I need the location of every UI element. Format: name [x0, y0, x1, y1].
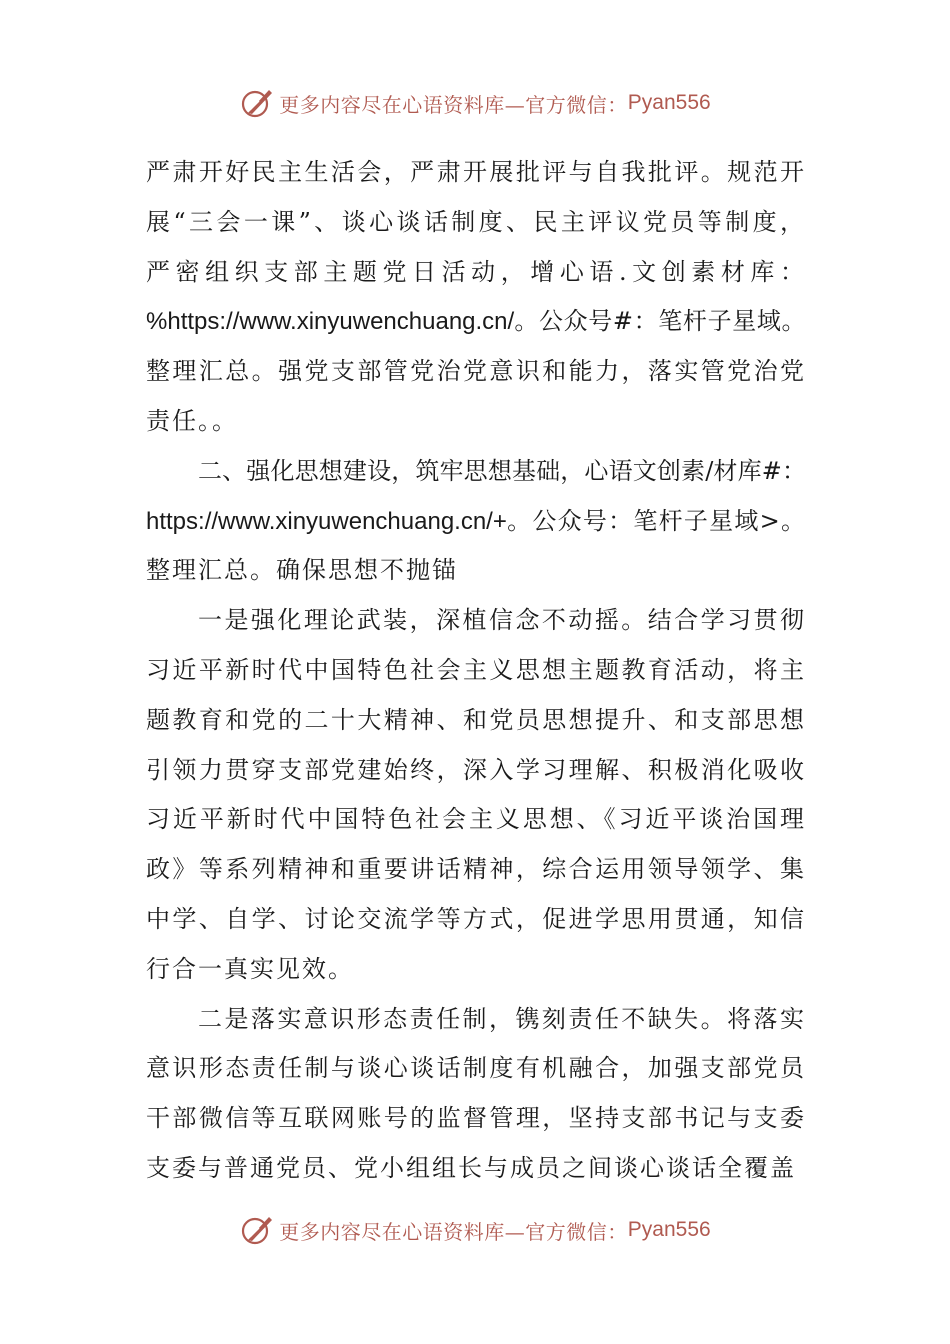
text-line: 习近平新时代中国特色社会主义思想、《习近平谈治国理: [146, 805, 806, 834]
quill-logo-icon: [239, 85, 275, 121]
text-line: 严肃开好民主生活会，严肃开展批评与自我批评。规范开: [146, 158, 806, 186]
banner-wechat-id: Pyan556: [627, 91, 711, 114]
text-line: 行合一真实见效。: [146, 954, 354, 983]
paragraph: [146, 995, 806, 1194]
paragraph: [146, 447, 806, 596]
text-line: 干部微信等互联网账号的监督管理，坚持支部书记与支委: [146, 1104, 806, 1133]
text-line: 意识形态责任制与谈心谈话制度有机融合，加强支部党员: [146, 1054, 806, 1083]
header-watermark-banner: [0, 83, 950, 123]
text-line: 政》等系列精神和重要讲话精神，综合运用领导领学、集: [146, 855, 806, 884]
banner-wechat-id: Pyan556: [627, 1218, 711, 1241]
footer-watermark-banner: [0, 1210, 950, 1250]
text-line: 整理汇总。强党支部管党治党意识和能力，落实管党治党: [146, 357, 806, 386]
text-line: 展“三会一课”、谈心谈话制度、民主评议党员等制度，: [146, 207, 806, 236]
document-body: [146, 148, 806, 1194]
text-line: 一是强化理论武装，深植信念不动摇。结合学习贯彻: [198, 606, 806, 635]
text-line: 习近平新时代中国特色社会主义思想主题教育活动，将主: [146, 655, 806, 684]
paragraph: [146, 596, 806, 994]
text-line: 题教育和党的二十大精神、和党员思想提升、和支部思想: [146, 705, 806, 734]
text-line: 责任。。: [146, 406, 238, 435]
text-line: 整理汇总。确保思想不抛锚: [146, 556, 458, 585]
text-line: 二是落实意识形态责任制，镌刻责任不缺失。将落实: [198, 1004, 806, 1033]
banner-text: 更多内容尽在心语资料库—官方微信：: [279, 1219, 628, 1244]
text-line: https://www.xinyuwenchuang.cn/+。公众号：笔杆子星域>。: [146, 506, 806, 535]
text-line: %https://www.xinyuwenchuang.cn/。公众号#：笔杆子星域。: [146, 307, 806, 336]
text-line: 二、强化思想建设，筑牢思想基础，心语文创素/材库#：: [198, 456, 806, 485]
quill-logo-icon: [239, 1212, 275, 1248]
text-line: 引领力贯穿支部党建始终，深入学习理解、积极消化吸收: [146, 755, 806, 784]
text-line: 中学、自学、讨论交流学等方式，促进学思用贯通，知信: [146, 904, 806, 933]
text-line: 支委与普通党员、党小组组长与成员之间谈心谈话全覆盖: [146, 1153, 796, 1182]
paragraph: [146, 148, 806, 447]
banner-text: 更多内容尽在心语资料库—官方微信：: [279, 92, 628, 117]
text-line: 严密组织支部主题党日活动，增心语.文创素材库：: [146, 257, 806, 286]
